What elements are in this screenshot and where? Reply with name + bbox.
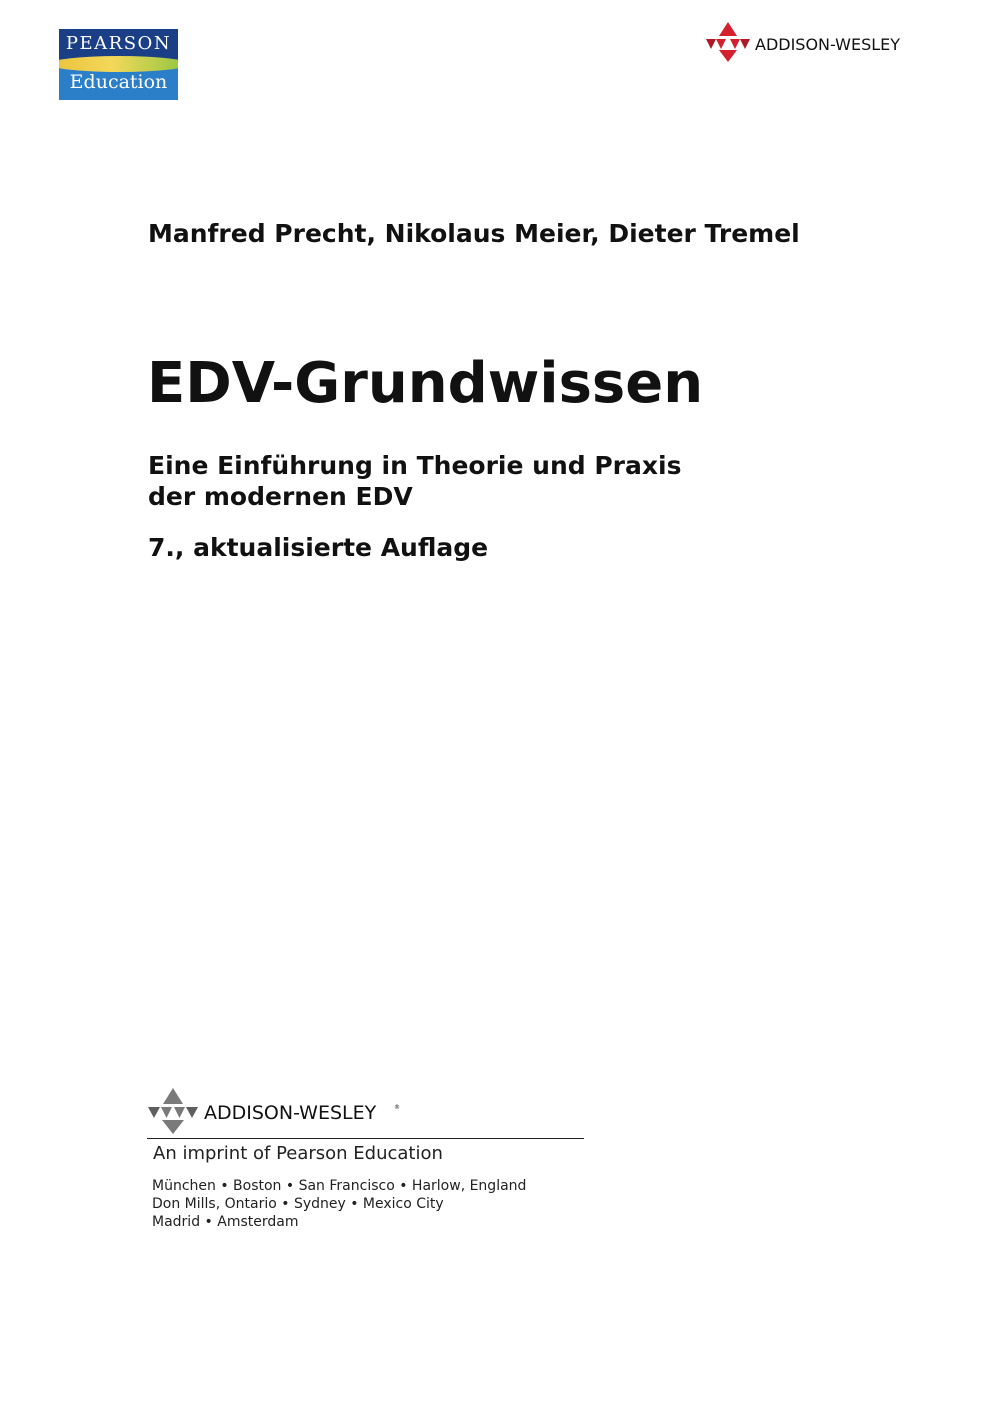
addison-wesley-triangles-gray-icon <box>148 1088 198 1134</box>
addison-wesley-logo-text-top: ADDISON-WESLEY <box>755 35 901 54</box>
publisher-cities <box>152 1177 526 1231</box>
pearson-logo-word: PEARSON <box>65 33 172 54</box>
publisher-cities-line-3: Madrid • Amsterdam <box>152 1214 299 1230</box>
publisher-cities-line-1: München • Boston • San Francisco • Harlow, England <box>152 1178 527 1194</box>
addison-wesley-logo-text-bottom: ADDISON-WESLEY <box>204 1102 377 1124</box>
imprint-divider <box>147 1138 584 1139</box>
book-title: EDV-Grundwissen <box>147 351 704 416</box>
book-subtitle <box>148 450 681 512</box>
book-edition: 7., aktualisierte Auflage <box>148 533 489 562</box>
registered-mark: ® <box>394 1104 400 1111</box>
imprint-line: An imprint of Pearson Education <box>153 1143 443 1164</box>
pearson-education-logo <box>59 29 178 100</box>
book-subtitle-line-2: der modernen EDV <box>148 482 413 511</box>
pearson-logo-swoosh <box>59 56 178 72</box>
book-authors: Manfred Precht, Nikolaus Meier, Dieter Tremel <box>148 219 800 248</box>
education-logo-word: Education <box>69 71 168 93</box>
addison-wesley-triangles-icon <box>706 22 750 62</box>
addison-wesley-logo-bottom <box>148 1088 448 1136</box>
book-subtitle-line-1: Eine Einführung in Theorie und Praxis <box>148 451 682 480</box>
publisher-cities-line-2: Don Mills, Ontario • Sydney • Mexico City <box>152 1196 444 1212</box>
